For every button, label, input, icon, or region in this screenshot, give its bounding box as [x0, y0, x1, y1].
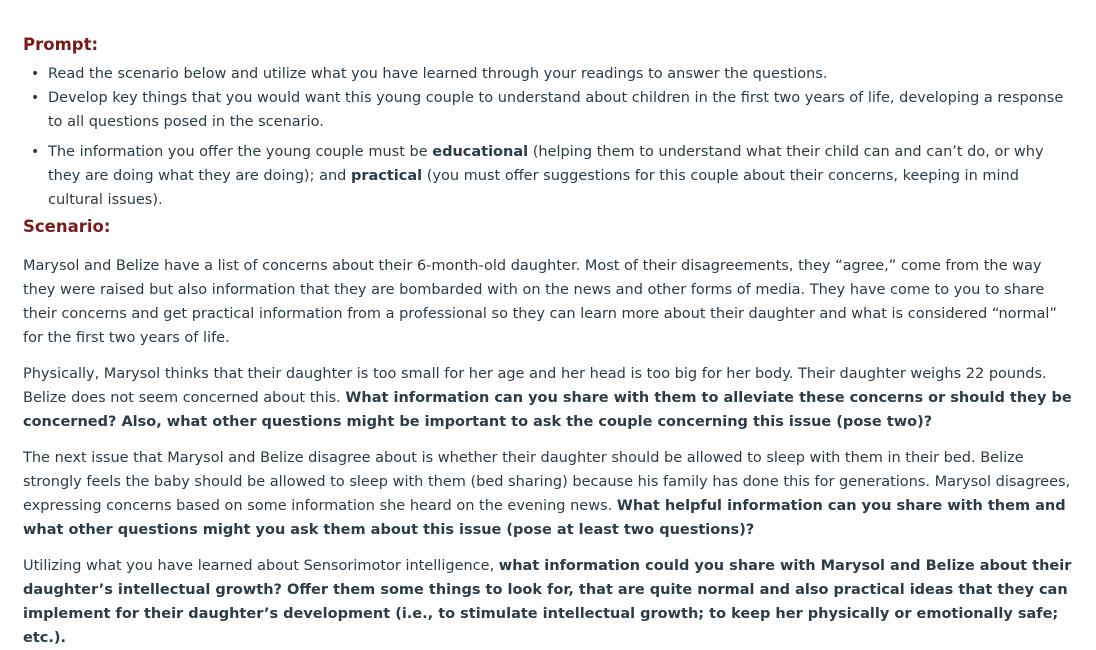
scenario-paragraph-1 — [23, 254, 1073, 350]
prompt-bullet-2 — [31, 86, 1073, 134]
prompt-bullet-1-text: Read the scenario below and utilize what you have learned through your readings to answer the questions. — [48, 66, 828, 82]
bullet-dot-icon: • — [31, 144, 40, 160]
prompt-bullet-3-bold-practical: practical — [350, 168, 423, 184]
scenario-paragraph-4-text: Utilizing what you have learned about Sensorimotor intelligence, — [23, 558, 499, 574]
bullet-dot-icon: • — [31, 66, 40, 82]
scenario-paragraph-3-text: The next issue that Marysol and Belize disagree about is whether their daughter should be allowed to sleep with them in their bed. Belize strongly feels the baby should be allowed to sleep with them (bed sharing) because his family has done this for generations. Marysol disagrees, expressing concerns based on some information she heard on the evening news. — [23, 450, 1071, 514]
scenario-paragraph-4 — [23, 554, 1073, 650]
prompt-bullet-3-bold-educational: educational — [432, 144, 529, 160]
scenario-paragraph-2-text: Physically, Marysol thinks that their daughter is too small for her age and her head is too big for her body. Their daughter weighs 22 pounds. Belize does not seem concerned about this. — [23, 366, 1047, 406]
scenario-paragraph-2 — [23, 362, 1073, 434]
prompt-bullet-2-text: Develop key things that you would want this young couple to understand about children in the first two years of life, developing a response to all questions posed in the scenario. — [48, 90, 1064, 130]
scenario-paragraph-2-question: What information can you share with them to alleviate these concerns or should they be concerned? Also, what other questions might be important to ask the couple concerning this issue (pose two)? — [23, 390, 1072, 430]
prompt-bullet-1 — [31, 62, 1073, 86]
scenario-heading: Scenario: — [23, 217, 111, 236]
scenario-paragraph-4-question: what information could you share with Marysol and Belize about their daughter’s intellectual growth? Offer them some things to look for, that are quite normal and also practical ideas that they can implement for their daughter’s development (i.e., to stimulate intellectual growth; to keep her physically or emotionally safe; etc.). — [23, 558, 1072, 646]
prompt-bullet-3-part1: The information you offer the young couple must be — [48, 144, 433, 160]
prompt-bullet-3-part3: (you must offer suggestions for this couple about their concerns, keeping in mind cultural issues). — [48, 168, 1019, 208]
scenario-paragraph-1-text: Marysol and Belize have a list of concerns about their 6-month-old daughter. Most of their disagreements, they “agree,” come from the way they were raised but also information that they are bombarded with on the news and other forms of media. They have come to you to share their concerns and get practical information from a professional so they can learn more about their daughter and what is considered “normal” for the first two years of life. — [23, 258, 1057, 346]
prompt-bullet-list — [23, 62, 1073, 212]
prompt-heading: Prompt: — [23, 35, 99, 54]
bullet-dot-icon: • — [31, 90, 40, 106]
scenario-paragraph-3-question: What helpful information can you share with them and what other questions might you ask them about this issue (pose at least two questions)? — [23, 498, 1066, 538]
prompt-bullet-3 — [31, 140, 1073, 212]
scenario-paragraph-3 — [23, 446, 1073, 542]
prompt-bullet-3-part2: (helping them to understand what their child can and can’t do, or why they are doing what they are doing); and — [48, 144, 1044, 184]
